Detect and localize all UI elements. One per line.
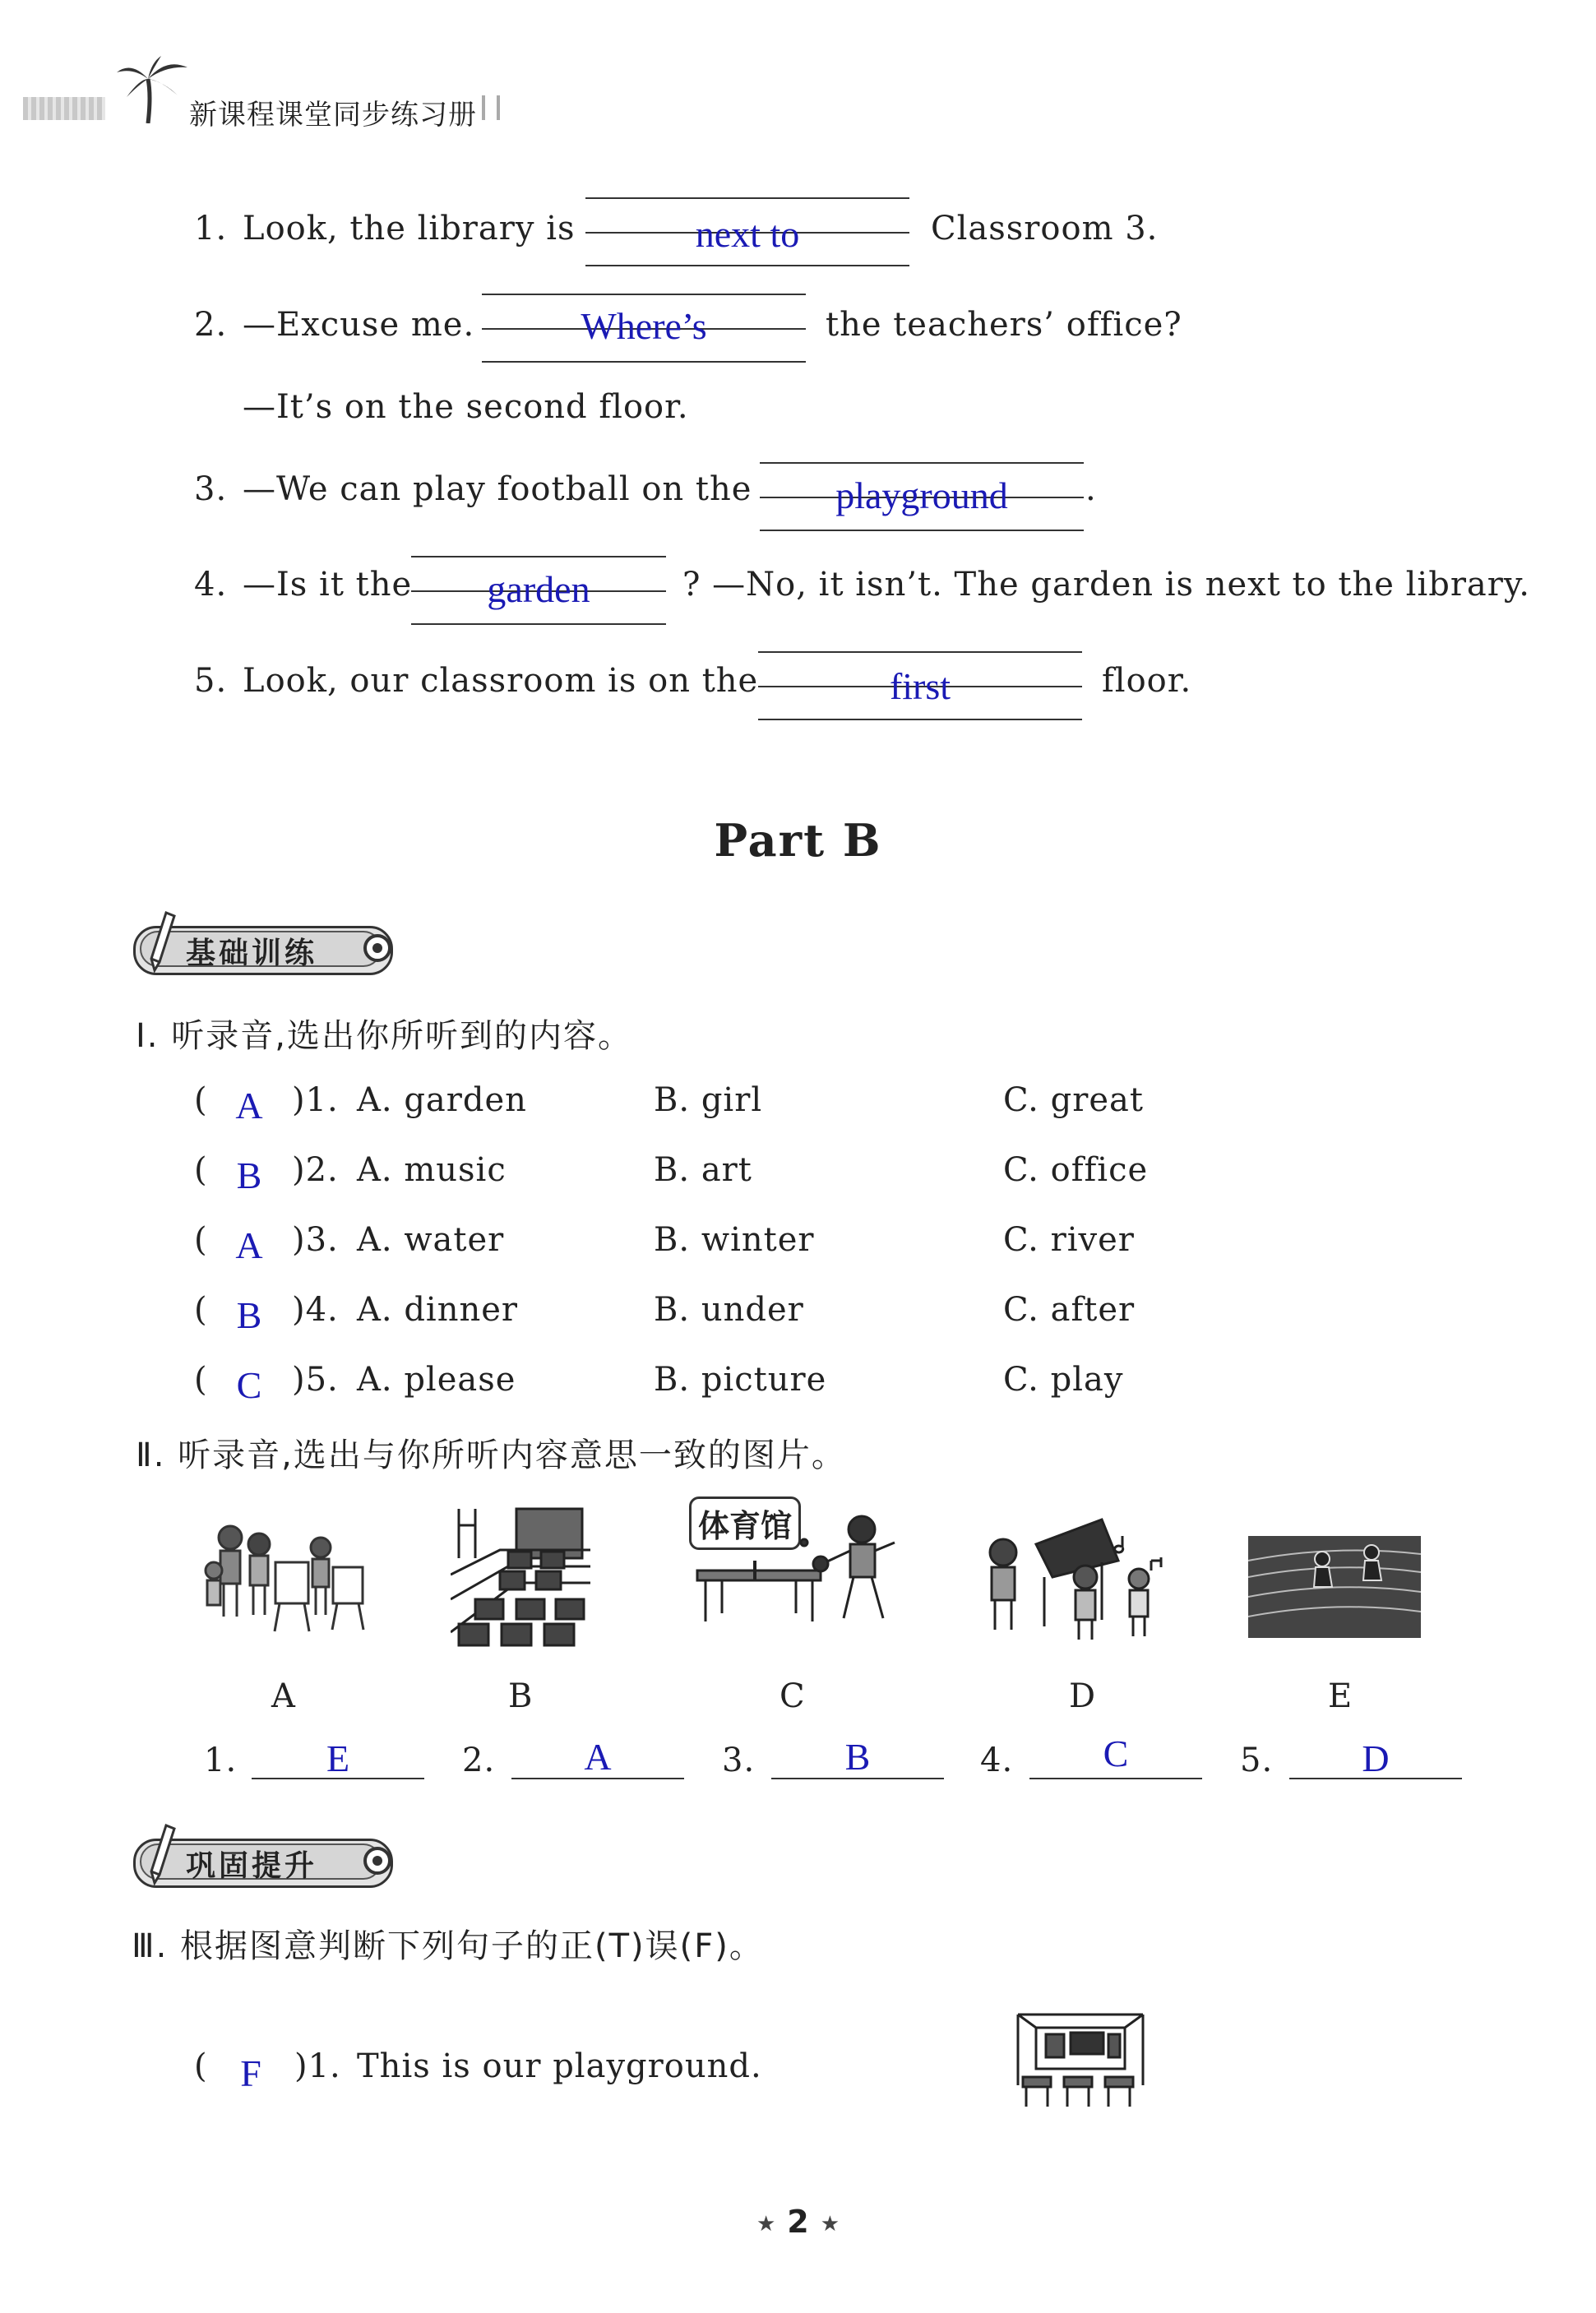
row3-option-c[interactable]: C. river bbox=[1003, 1221, 1135, 1259]
classroom-icon[interactable] bbox=[1013, 2008, 1148, 2113]
row1-number: )1. bbox=[292, 1081, 339, 1119]
q5-text-after: floor. bbox=[1102, 662, 1192, 700]
book-title: 新课程课堂同步练习册 bbox=[189, 99, 477, 132]
picture-a-label: A bbox=[271, 1677, 295, 1715]
row5-answer: C bbox=[236, 1364, 262, 1406]
match3-answer: B bbox=[844, 1736, 871, 1778]
q5-text-before: Look, our classroom is on the bbox=[243, 662, 759, 700]
computer-room-icon[interactable] bbox=[451, 1501, 590, 1649]
q1-number: 1. bbox=[194, 210, 228, 247]
advance-badge bbox=[123, 1832, 395, 1886]
gym-pingpong-icon[interactable] bbox=[689, 1497, 911, 1645]
row5-option-c[interactable]: C. play bbox=[1003, 1361, 1124, 1399]
row2-option-a[interactable]: A. music bbox=[357, 1151, 507, 1189]
q4-answer: garden bbox=[487, 568, 590, 610]
page-footer bbox=[0, 2204, 1596, 2240]
picture-c-label: C bbox=[779, 1677, 805, 1715]
row1-option-c[interactable]: C. great bbox=[1003, 1081, 1144, 1119]
q4-text-after: ? —No, it isn’t. The garden is next to the library. bbox=[682, 566, 1530, 604]
star-icon: ★ bbox=[820, 2211, 840, 2237]
q3-answer: playground bbox=[835, 474, 1008, 516]
star-icon: ★ bbox=[756, 2211, 776, 2237]
s3-row1-text: This is our playground. bbox=[357, 2047, 762, 2085]
q1-text-before: Look, the library is bbox=[243, 210, 576, 247]
match3-number: 3. bbox=[722, 1742, 756, 1779]
row3-answer: A bbox=[235, 1224, 263, 1266]
row2-number: )2. bbox=[292, 1151, 339, 1189]
q3-number: 3. bbox=[194, 470, 228, 508]
row5-number: )5. bbox=[292, 1361, 339, 1399]
running-track-icon[interactable] bbox=[1248, 1536, 1421, 1638]
row4-number: )4. bbox=[292, 1291, 339, 1329]
q1-answer: next to bbox=[695, 213, 800, 255]
section3-title: Ⅲ. 根据图意判断下列句子的正(T)误(F)。 bbox=[132, 1927, 764, 1965]
q2-reply: —It’s on the second floor. bbox=[243, 388, 689, 426]
row1-answer: A bbox=[235, 1085, 263, 1126]
worksheet-page: 新课程课堂同步练习册 1. Look, the library is next to Classroom 3. 2. —Excuse me. Where’s the teachers’ office? —It’s on the second floor. 3. —We can play football on the playground . 4. —Is it the garden ? —No, it isn’t. The garden is next to the library. 5. Look, our classroom is on the first floor. Part B 基础训练 Ⅰ. 听录音,选出你所听到的内容。 ( A )1. A. garden B. girl C. great ( B )2. A. music B. art C. office ( A )3. A. water B. winter C. river ( B )4. A. dinner B. under C. after ( C )5. A. please B. picture C. play Ⅱ. 听录音,选出与你所听内容意思一致的图片。 A B 体育馆 C D E 1. E 2. A 3. B 4. C 5. D 巩固提升 Ⅲ. 根据图意判断下列句子的正(T)误(F)。 ( F )1. This is our playground. ★ 2 ★ bbox=[0, 0, 1596, 2313]
q1-text-after: Classroom 3. bbox=[931, 210, 1159, 247]
row2-option-b[interactable]: B. art bbox=[654, 1151, 752, 1189]
match5-number: 5. bbox=[1240, 1742, 1274, 1779]
row1-option-a[interactable]: A. garden bbox=[357, 1081, 527, 1119]
art-class-icon[interactable] bbox=[197, 1513, 370, 1640]
q3-text-after: . bbox=[1085, 470, 1097, 508]
match5-answer: D bbox=[1362, 1737, 1390, 1779]
q5-number: 5. bbox=[194, 662, 228, 700]
picture-e-label: E bbox=[1328, 1677, 1353, 1715]
music-room-icon[interactable] bbox=[990, 1520, 1161, 1640]
row3-option-a[interactable]: A. water bbox=[357, 1221, 505, 1259]
basic-training-badge bbox=[123, 919, 395, 974]
s3-row1-answer: F bbox=[240, 2052, 261, 2094]
q4-text-before: —Is it the bbox=[243, 566, 413, 604]
row5-option-a[interactable]: A. please bbox=[357, 1361, 516, 1399]
q2-text-after: the teachers’ office? bbox=[826, 306, 1182, 344]
match2-number: 2. bbox=[462, 1742, 496, 1779]
q2-answer: Where’s bbox=[581, 305, 707, 347]
row4-option-c[interactable]: C. after bbox=[1003, 1291, 1136, 1329]
row4-option-a[interactable]: A. dinner bbox=[357, 1291, 519, 1329]
picture-b-label: B bbox=[508, 1677, 533, 1715]
match2-answer: A bbox=[584, 1736, 612, 1778]
s3-row1-number: )1. bbox=[294, 2047, 341, 2085]
q3-text-before: —We can play football on the bbox=[243, 470, 752, 508]
row3-number: )3. bbox=[292, 1221, 339, 1259]
palm-tree-icon bbox=[115, 54, 191, 123]
q2-number: 2. bbox=[194, 306, 228, 344]
pencil-icon bbox=[148, 1822, 178, 1888]
row1-option-b[interactable]: B. girl bbox=[654, 1081, 763, 1119]
section1-title: Ⅰ. 听录音,选出你所听到的内容。 bbox=[136, 1017, 632, 1055]
match1-answer: E bbox=[326, 1737, 350, 1779]
pencil-icon bbox=[148, 909, 178, 975]
q2-text-before: —Excuse me. bbox=[243, 306, 475, 344]
picture-d-label: D bbox=[1069, 1677, 1096, 1715]
match4-answer: C bbox=[1103, 1732, 1129, 1774]
header-stripe bbox=[23, 97, 105, 120]
ring-icon bbox=[363, 934, 391, 962]
row4-answer: B bbox=[236, 1294, 262, 1336]
advance-label: 巩固提升 bbox=[186, 1849, 318, 1883]
row3-option-b[interactable]: B. winter bbox=[654, 1221, 815, 1259]
row2-option-c[interactable]: C. office bbox=[1003, 1151, 1149, 1189]
row5-option-b[interactable]: B. picture bbox=[654, 1361, 827, 1399]
page-number: 2 bbox=[787, 2204, 809, 2240]
q5-answer: first bbox=[889, 665, 951, 707]
match1-number: 1. bbox=[204, 1742, 238, 1779]
gym-sign: 体育馆 bbox=[689, 1497, 801, 1550]
basic-training-label: 基础训练 bbox=[186, 937, 318, 970]
row2-answer: B bbox=[236, 1154, 262, 1196]
ring-icon bbox=[363, 1847, 391, 1875]
part-b-title: Part B bbox=[714, 814, 882, 867]
row4-option-b[interactable]: B. under bbox=[654, 1291, 804, 1329]
match4-number: 4. bbox=[980, 1742, 1014, 1779]
q4-number: 4. bbox=[194, 566, 228, 604]
section2-title: Ⅱ. 听录音,选出与你所听内容意思一致的图片。 bbox=[136, 1436, 846, 1474]
header-end-mark bbox=[482, 95, 500, 120]
match4-blank[interactable] bbox=[1029, 1776, 1202, 1779]
